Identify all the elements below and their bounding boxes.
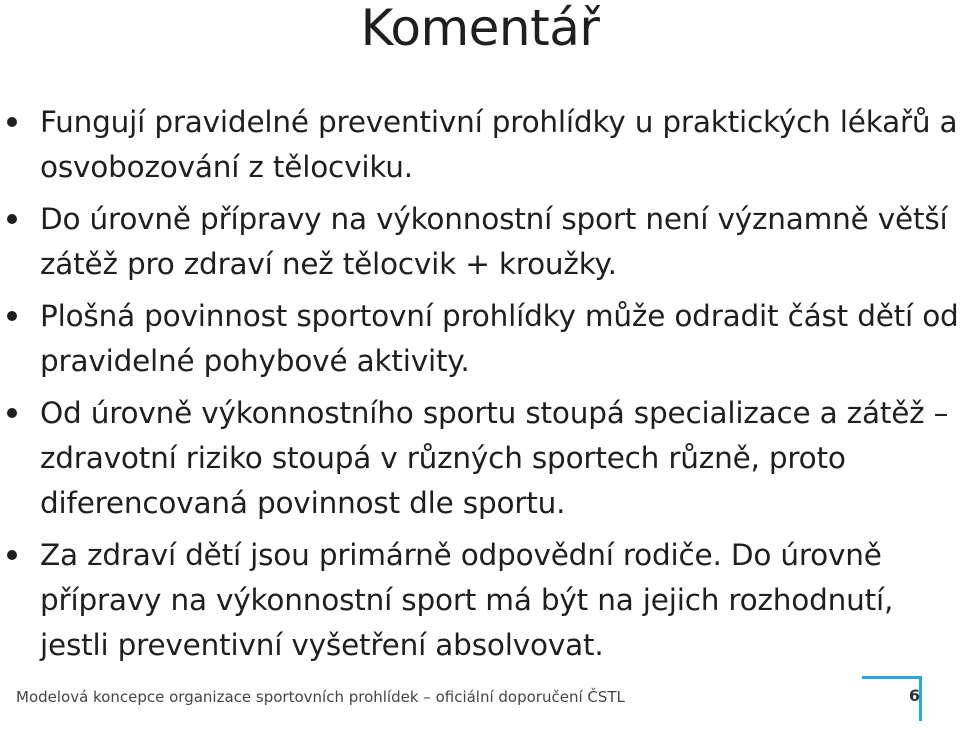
slide-title: Komentář xyxy=(360,0,600,57)
page-number: 6 xyxy=(908,686,920,705)
bullet-item xyxy=(0,100,960,190)
bullet-text: Za zdraví dětí jsou primárně odpovědní rodiče. Do úrovně přípravy na výkonnostní sport má být na jejich rozhodnutí, jestli preventivní vyšetření absolvovat. xyxy=(40,538,894,662)
slide-footer xyxy=(0,676,960,730)
footer-text: Modelová koncepce organizace sportovních prohlídek – oficiální doporučení ČSTL xyxy=(16,688,625,706)
bullet-item xyxy=(0,533,960,668)
bullet-dot-icon xyxy=(7,550,17,560)
bullet-item xyxy=(0,294,960,384)
bullet-text: Fungují pravidelné preventivní prohlídky u praktických lékařů a osvobozování z tělocviku. xyxy=(40,105,958,184)
bullet-dot-icon xyxy=(7,311,17,321)
bullet-text: Plošná povinnost sportovní prohlídky může odradit část dětí od pravidelné pohybové aktivity. xyxy=(40,299,959,378)
bullet-text: Od úrovně výkonnostního sportu stoupá specializace a zátěž – zdravotní riziko stoupá v různých sportech různě, proto diferencovaná povinnost dle sportu. xyxy=(40,396,949,520)
bullet-dot-icon xyxy=(7,214,17,224)
bullet-text: Do úrovně přípravy na výkonnostní sport není významně větší zátěž pro zdraví než tělocvik + kroužky. xyxy=(40,202,948,281)
bullet-dot-icon xyxy=(7,408,17,418)
bullet-item xyxy=(0,391,960,526)
bullet-list xyxy=(0,100,960,675)
bullet-dot-icon xyxy=(7,117,17,127)
bullet-item xyxy=(0,197,960,287)
